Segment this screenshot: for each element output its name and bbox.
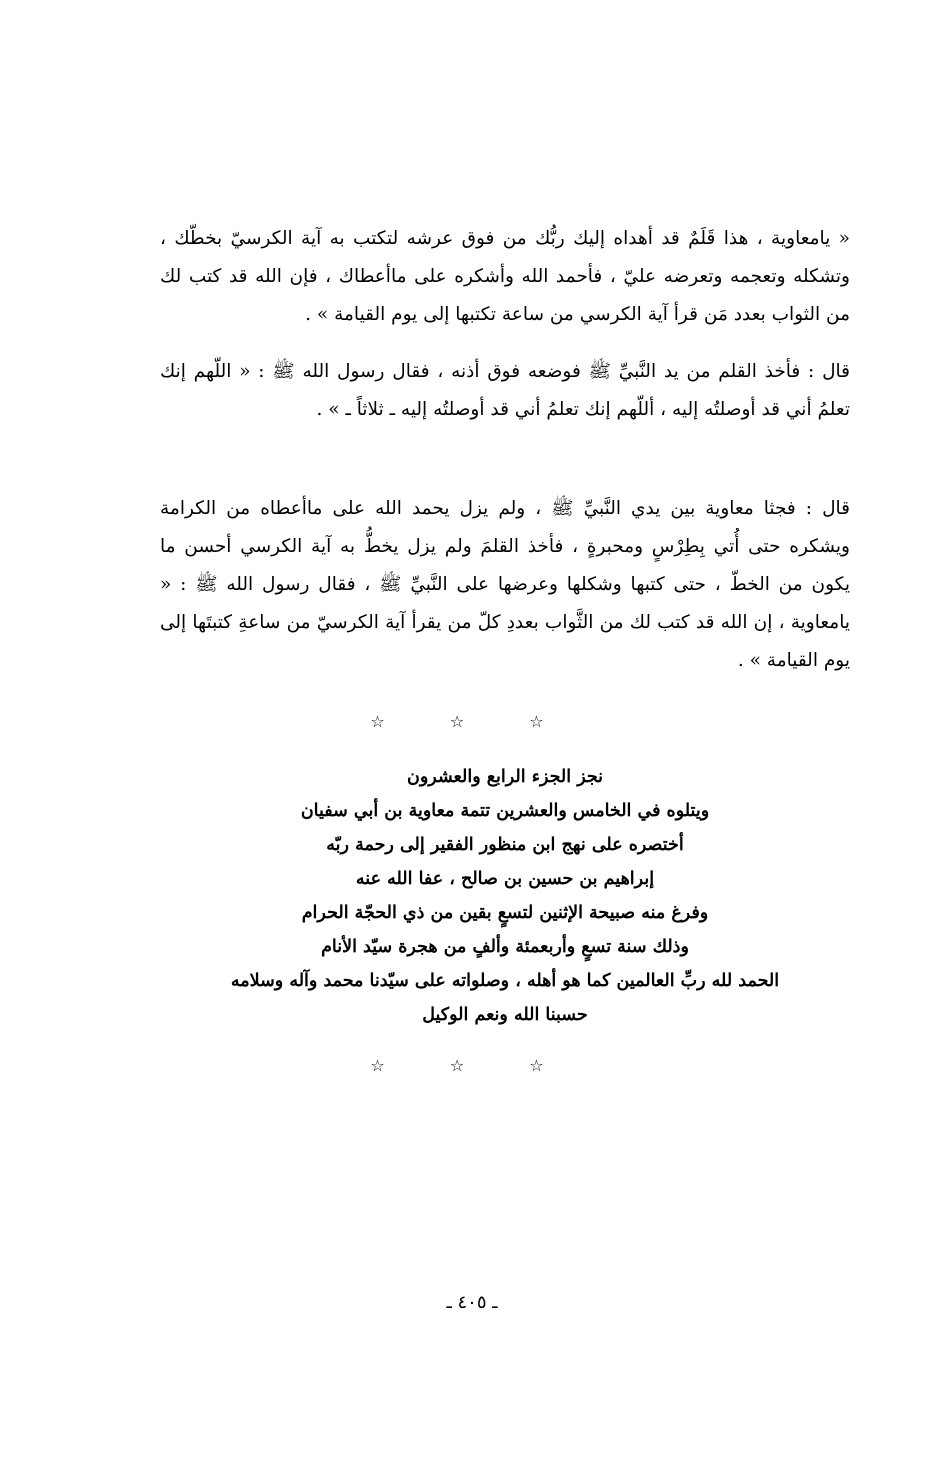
colophon-line-8: حسبنا الله ونعم الوكيل — [422, 1005, 588, 1025]
colophon-line-3: أختصره على نهج ابن منظور الفقير إلى رحمة ربّه — [326, 835, 684, 855]
paragraph-1 — [160, 220, 850, 334]
paragraph-2 — [160, 353, 850, 429]
stars-divider-top: ☆ ☆ ☆ — [370, 712, 574, 731]
paragraph-3 — [160, 490, 850, 680]
page-number: ـ ٤٠٥ ـ — [446, 1292, 498, 1313]
colophon-line-1: نجز الجزء الرابع والعشرون — [406, 767, 604, 787]
colophon-line-5: وفرغ منه صبيحة الإثنين لتسعٍ بقين من ذي الحجّة الحرام — [301, 903, 709, 923]
colophon-line-7: الحمد لله ربِّ العالمين كما هو أهله ، وصلواته على سيّدنا محمد وآله وسلامه — [230, 971, 780, 991]
paragraph-3-text: قال : فجثا معاوية بين يدي النَّبيِّ ﷺ ، ولم يزل يحمد الله على ماأعطاه من الكرامة ويشكره حتى أُتي بِطِرْسٍ ومحبرةٍ ، فأخذ القلمَ ولم يزل يخطُّ به آية الكرسي أحسن ما يكون من الخطّ ، حتى كتبها وشكلها وعرضها على النَّبيِّ ﷺ ، فقال رسول الله ﷺ : « يامعاوية ، إن الله قد كتب لك من الثَّواب بعددِ كلّ من يقرأ آية الكرسيّ من ساعةِ كتبتَها إلى يوم القيامة » . — [160, 498, 850, 671]
paragraph-1-text: « يامعاوية ، هذا قَلَمٌ قد أهداه إليك ربُّك من فوق عرشه لتكتب به آية الكرسيّ بخطّك ، وتشكله وتعجمه وتعرضه عليّ ، فأحمد الله وأشكره على ماأعطاك ، فإن الله قد كتب لك من الثواب بعدد مَن قرأ آية الكرسي من ساعة تكتبها إلى يوم القيامة » . — [160, 228, 850, 325]
paragraph-2-text: قال : فأخذ القلم من يد النَّبيِّ ﷺ فوضعه فوق أذنه ، فقال رسول الله ﷺ : « اللّهم إنك تعلمُ أني قد أوصلتُه إليه ، أللّهم إنك تعلمُ أني قد أوصلتُه إليه ـ ثلاثاً ـ » . — [160, 361, 850, 420]
colophon-line-6: وذلك سنة تسعٍ وأربعمئة وألفٍ من هجرة سيّد الأنام — [321, 937, 689, 957]
colophon-line-4: إبراهيم بن حسين بن صالح ، عفا الله عنه — [355, 869, 655, 889]
colophon — [160, 760, 850, 1032]
stars-divider-bottom: ☆ ☆ ☆ — [370, 1056, 574, 1075]
colophon-line-2: ويتلوه في الخامس والعشرين تتمة معاوية بن أبي سفيان — [300, 801, 710, 821]
